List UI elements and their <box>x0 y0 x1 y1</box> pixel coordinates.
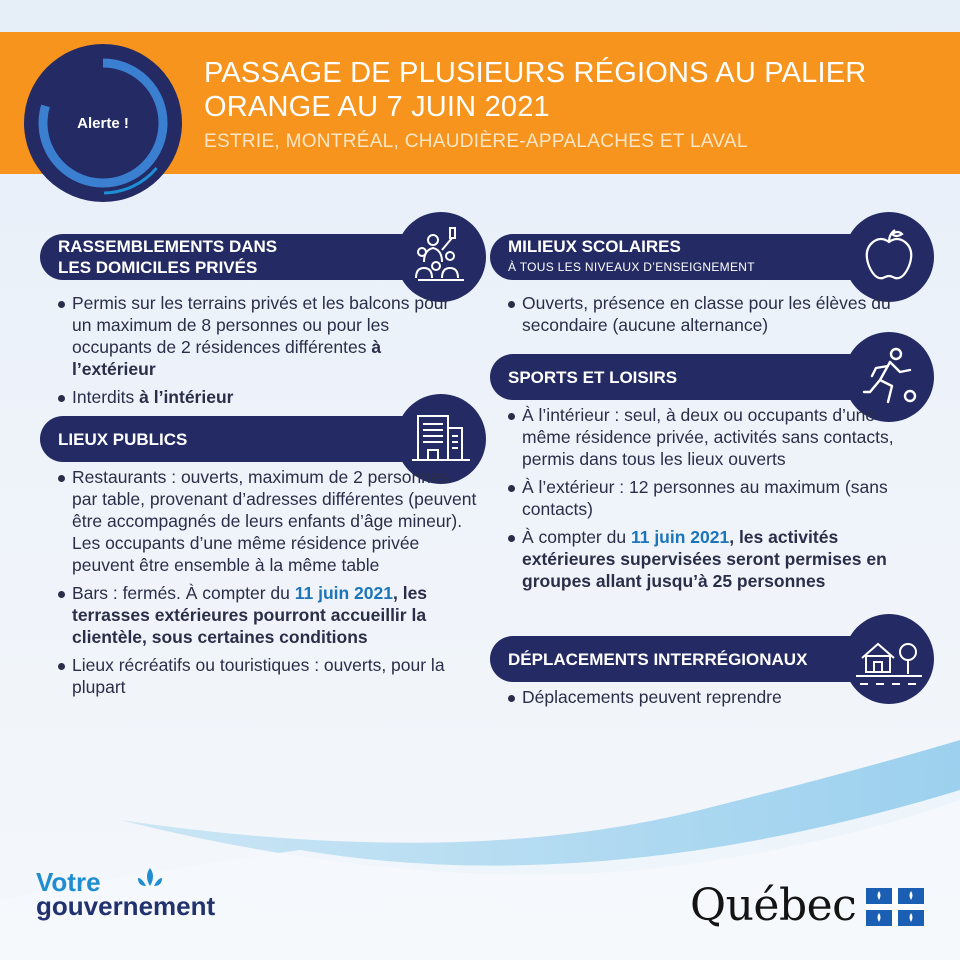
title-line-1: PASSAGE DE PLUSIEURS RÉGIONS AU PALIER <box>204 57 867 89</box>
fleur-de-lis-icon <box>132 866 168 896</box>
list-item: Lieux récréatifs ou touristiques : ouverts, pour la plupart <box>58 654 478 698</box>
gov-line-1: Votre <box>36 867 101 897</box>
sports-title: SPORTS ET LOISIRS <box>508 367 678 387</box>
list-item: À compter du 11 juin 2021, les activités extérieures supervisées seront permises en groupes allant jusqu’à 25 personnes <box>508 526 908 592</box>
list-item: Bars : fermés. À compter du 11 juin 2021, les terrasses extérieures pourront accueillir la clientèle, sous certaines conditions <box>58 582 478 648</box>
scolaires-subtitle: À TOUS LES NIVEAUX D’ENSEIGNEMENT <box>508 260 755 274</box>
quebec-flag-icon <box>866 888 924 926</box>
list-item: Restaurants : ouverts, maximum de 2 personnes par table, provenant d’adresses différentes (peuvent être accompagnés de leurs enfants d’âge mineur). Les occupants d’une même résidence privée peuvent être ensemble à la même table <box>58 466 478 576</box>
page-title <box>204 56 944 124</box>
list-item: À l’intérieur : seul, à deux ou occupants d’une même résidence privée, activités sans contacts, permis dans tous les lieux ouverts <box>508 404 908 470</box>
lieux-publics-title: LIEUX PUBLICS <box>58 429 188 449</box>
list-item: Ouverts, présence en classe pour les élèves du secondaire (aucune alternance) <box>508 292 908 336</box>
page-subtitle: ESTRIE, MONTRÉAL, CHAUDIÈRE-APPALACHES ET LAVAL <box>204 131 748 152</box>
list-item: Interdits à l’intérieur <box>58 386 458 408</box>
section-header-scolaires <box>490 234 890 280</box>
lieux-publics-list <box>58 466 478 704</box>
title-line-2: ORANGE AU 7 JUIN 2021 <box>204 91 550 123</box>
gov-line-2: gouvernement <box>36 891 216 921</box>
sports-list <box>508 404 908 598</box>
section-header-sports <box>490 354 890 400</box>
list-item: Déplacements peuvent reprendre <box>508 686 908 708</box>
alert-badge <box>24 44 182 202</box>
quebec-wordmark: Québec <box>690 880 857 931</box>
alert-label: Alerte ! <box>77 114 129 132</box>
section-header-deplacements <box>490 636 890 682</box>
apple-icon <box>844 212 934 302</box>
gov-logo <box>36 867 216 921</box>
deplacements-title: DÉPLACEMENTS INTERRÉGIONAUX <box>508 649 808 669</box>
scolaires-title: MILIEUX SCOLAIRES <box>508 237 681 256</box>
section-header-domiciles <box>40 234 440 280</box>
domiciles-title-line2: LES DOMICILES PRIVÉS <box>58 258 258 277</box>
gathering-people-icon <box>396 212 486 302</box>
section-header-lieux-publics <box>40 416 440 462</box>
domiciles-title-line1: RASSEMBLEMENTS DANS <box>58 237 278 256</box>
list-item: À l’extérieur : 12 personnes au maximum (sans contacts) <box>508 476 908 520</box>
list-item: Permis sur les terrains privés et les balcons pour un maximum de 8 personnes ou pour les occupants de 2 résidences différentes à l’extérieur <box>58 292 458 380</box>
